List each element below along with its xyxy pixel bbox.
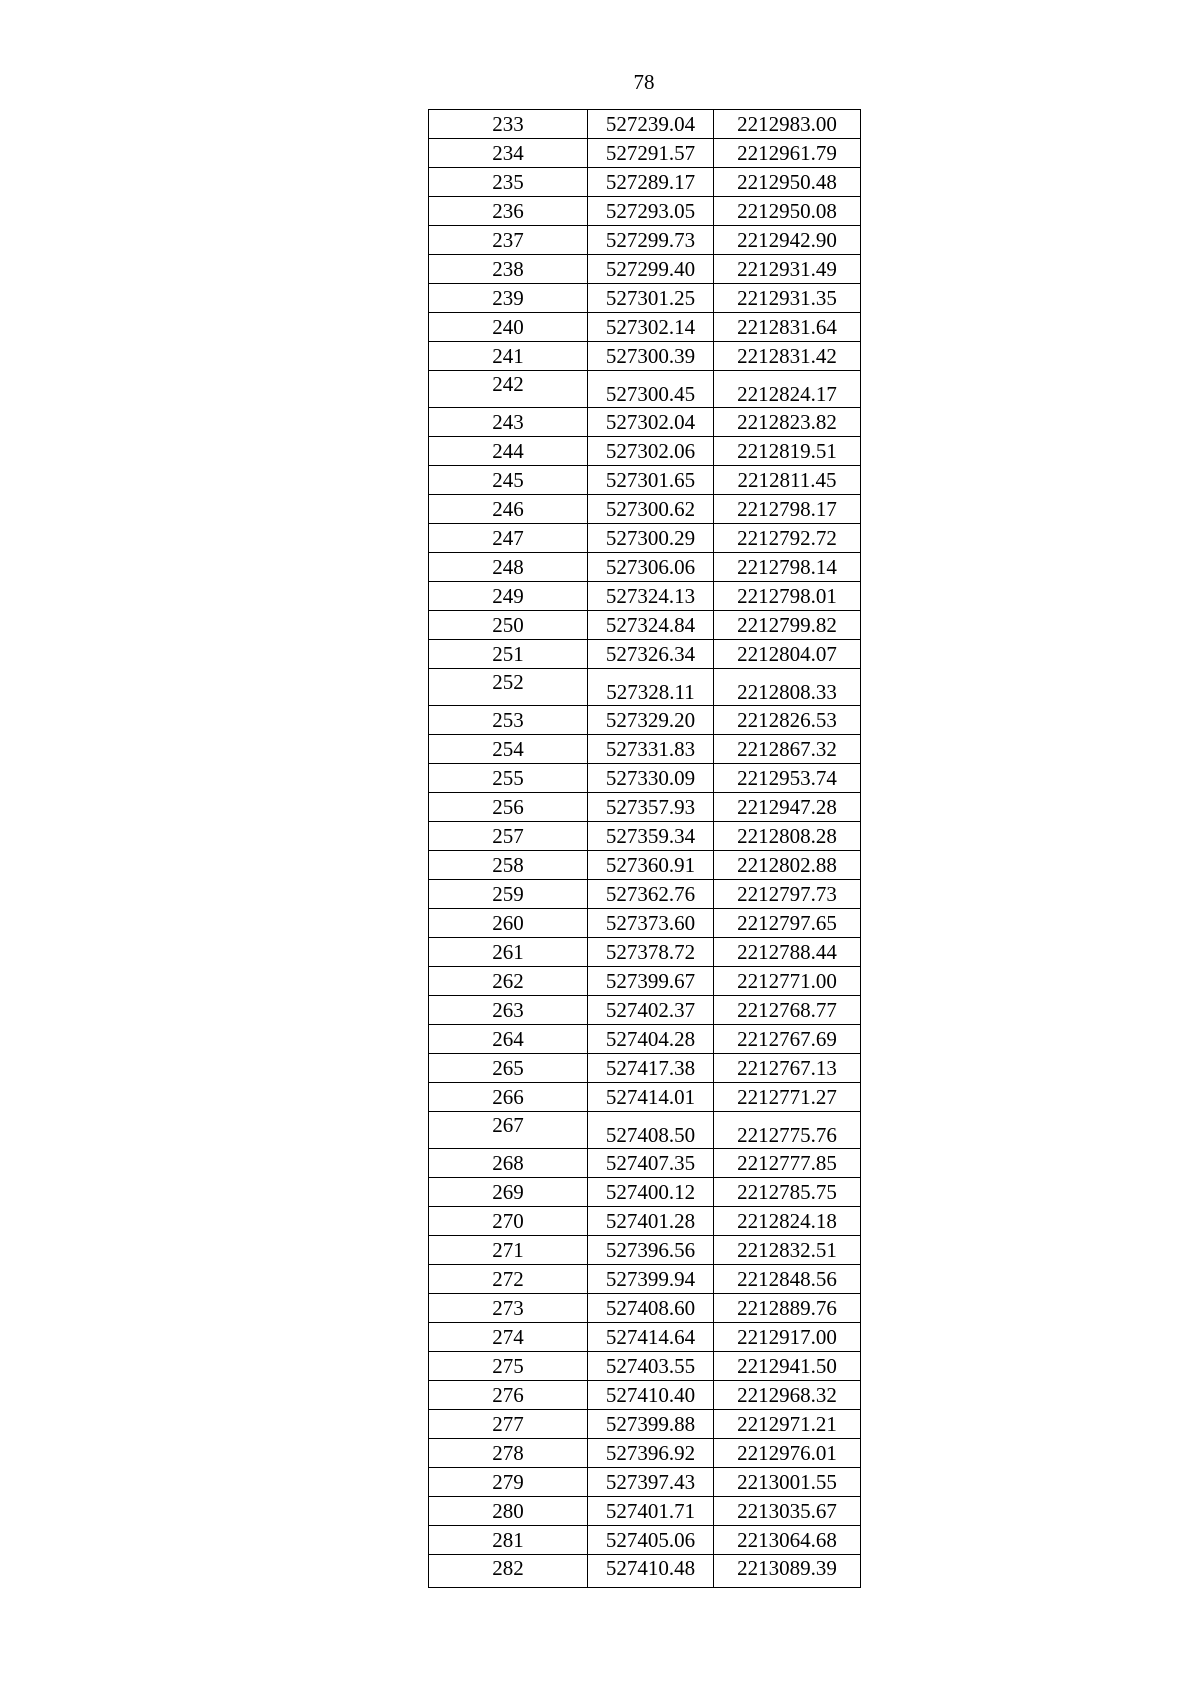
table-row <box>429 1381 861 1410</box>
point-number-cell: 248 <box>429 553 588 582</box>
x-coordinate-cell: 527362.76 <box>588 880 714 909</box>
table-row <box>429 197 861 226</box>
point-number-cell: 261 <box>429 938 588 967</box>
point-number-cell: 277 <box>429 1410 588 1439</box>
y-coordinate-cell: 2212917.00 <box>714 1323 861 1352</box>
table-row <box>429 669 861 706</box>
table-row <box>429 313 861 342</box>
table-row <box>429 1025 861 1054</box>
y-coordinate-cell: 2212808.28 <box>714 822 861 851</box>
point-number-cell: 282 <box>429 1555 588 1588</box>
y-coordinate-cell: 2212953.74 <box>714 764 861 793</box>
table-row <box>429 284 861 313</box>
y-coordinate-cell: 2212947.28 <box>714 793 861 822</box>
y-coordinate-cell: 2212848.56 <box>714 1265 861 1294</box>
point-number-cell: 272 <box>429 1265 588 1294</box>
x-coordinate-cell: 527399.67 <box>588 967 714 996</box>
y-coordinate-cell: 2212950.48 <box>714 168 861 197</box>
x-coordinate-cell: 527328.11 <box>588 669 714 706</box>
table-row <box>429 1526 861 1555</box>
x-coordinate-cell: 527359.34 <box>588 822 714 851</box>
point-number-cell: 268 <box>429 1149 588 1178</box>
point-number-cell: 249 <box>429 582 588 611</box>
y-coordinate-cell: 2212771.00 <box>714 967 861 996</box>
table-row <box>429 909 861 938</box>
x-coordinate-cell: 527414.01 <box>588 1083 714 1112</box>
x-coordinate-cell: 527301.65 <box>588 466 714 495</box>
y-coordinate-cell: 2212968.32 <box>714 1381 861 1410</box>
x-coordinate-cell: 527301.25 <box>588 284 714 313</box>
y-coordinate-cell: 2212788.44 <box>714 938 861 967</box>
x-coordinate-cell: 527403.55 <box>588 1352 714 1381</box>
y-coordinate-cell: 2212811.45 <box>714 466 861 495</box>
point-number-cell: 260 <box>429 909 588 938</box>
point-number-cell: 251 <box>429 640 588 669</box>
y-coordinate-cell: 2212961.79 <box>714 139 861 168</box>
y-coordinate-cell: 2212824.18 <box>714 1207 861 1236</box>
x-coordinate-cell: 527404.28 <box>588 1025 714 1054</box>
y-coordinate-cell: 2213035.67 <box>714 1497 861 1526</box>
table-row <box>429 139 861 168</box>
x-coordinate-cell: 527300.62 <box>588 495 714 524</box>
x-coordinate-cell: 527291.57 <box>588 139 714 168</box>
table-row <box>429 437 861 466</box>
x-coordinate-cell: 527331.83 <box>588 735 714 764</box>
x-coordinate-cell: 527299.40 <box>588 255 714 284</box>
page-number: 78 <box>633 70 655 94</box>
table-row <box>429 1112 861 1149</box>
point-number-cell: 247 <box>429 524 588 553</box>
y-coordinate-cell: 2212824.17 <box>714 371 861 408</box>
table-row <box>429 880 861 909</box>
table-row <box>429 524 861 553</box>
x-coordinate-cell: 527414.64 <box>588 1323 714 1352</box>
point-number-cell: 264 <box>429 1025 588 1054</box>
table-row <box>429 408 861 437</box>
table-row <box>429 851 861 880</box>
point-number-cell: 237 <box>429 226 588 255</box>
y-coordinate-cell: 2212941.50 <box>714 1352 861 1381</box>
y-coordinate-cell: 2212767.13 <box>714 1054 861 1083</box>
point-number-cell: 233 <box>429 110 588 139</box>
point-number-cell: 259 <box>429 880 588 909</box>
x-coordinate-cell: 527378.72 <box>588 938 714 967</box>
x-coordinate-cell: 527399.88 <box>588 1410 714 1439</box>
table-row <box>429 110 861 139</box>
point-number-cell: 253 <box>429 706 588 735</box>
table-row <box>429 255 861 284</box>
x-coordinate-cell: 527300.29 <box>588 524 714 553</box>
y-coordinate-cell: 2212798.14 <box>714 553 861 582</box>
point-number-cell: 263 <box>429 996 588 1025</box>
x-coordinate-cell: 527407.35 <box>588 1149 714 1178</box>
table-row <box>429 1178 861 1207</box>
point-number-cell: 241 <box>429 342 588 371</box>
x-coordinate-cell: 527300.45 <box>588 371 714 408</box>
y-coordinate-cell: 2212767.69 <box>714 1025 861 1054</box>
table-row <box>429 822 861 851</box>
table-row <box>429 226 861 255</box>
y-coordinate-cell: 2212785.75 <box>714 1178 861 1207</box>
table-row <box>429 1149 861 1178</box>
point-number-cell: 274 <box>429 1323 588 1352</box>
y-coordinate-cell: 2212798.01 <box>714 582 861 611</box>
x-coordinate-cell: 527400.12 <box>588 1178 714 1207</box>
x-coordinate-cell: 527306.06 <box>588 553 714 582</box>
point-number-cell: 246 <box>429 495 588 524</box>
x-coordinate-cell: 527302.14 <box>588 313 714 342</box>
y-coordinate-cell: 2212823.82 <box>714 408 861 437</box>
point-number-cell: 275 <box>429 1352 588 1381</box>
table-row <box>429 1439 861 1468</box>
table-row <box>429 793 861 822</box>
y-coordinate-cell: 2212797.65 <box>714 909 861 938</box>
point-number-cell: 271 <box>429 1236 588 1265</box>
x-coordinate-cell: 527324.84 <box>588 611 714 640</box>
y-coordinate-cell: 2212867.32 <box>714 735 861 764</box>
table-row <box>429 1555 861 1588</box>
table-row <box>429 1236 861 1265</box>
y-coordinate-cell: 2212802.88 <box>714 851 861 880</box>
point-number-cell: 235 <box>429 168 588 197</box>
point-number-cell: 280 <box>429 1497 588 1526</box>
x-coordinate-cell: 527326.34 <box>588 640 714 669</box>
x-coordinate-cell: 527408.50 <box>588 1112 714 1149</box>
x-coordinate-cell: 527401.28 <box>588 1207 714 1236</box>
y-coordinate-cell: 2212950.08 <box>714 197 861 226</box>
table-row <box>429 1468 861 1497</box>
table-row <box>429 938 861 967</box>
y-coordinate-cell: 2212808.33 <box>714 669 861 706</box>
table-row <box>429 168 861 197</box>
table-row <box>429 371 861 408</box>
table-row <box>429 1083 861 1112</box>
table-row <box>429 611 861 640</box>
y-coordinate-cell: 2212777.85 <box>714 1149 861 1178</box>
x-coordinate-cell: 527360.91 <box>588 851 714 880</box>
table-row <box>429 996 861 1025</box>
point-number-cell: 236 <box>429 197 588 226</box>
x-coordinate-cell: 527401.71 <box>588 1497 714 1526</box>
x-coordinate-cell: 527417.38 <box>588 1054 714 1083</box>
point-number-cell: 266 <box>429 1083 588 1112</box>
point-number-cell: 238 <box>429 255 588 284</box>
x-coordinate-cell: 527396.56 <box>588 1236 714 1265</box>
y-coordinate-cell: 2212804.07 <box>714 640 861 669</box>
point-number-cell: 270 <box>429 1207 588 1236</box>
point-number-cell: 279 <box>429 1468 588 1497</box>
y-coordinate-cell: 2212889.76 <box>714 1294 861 1323</box>
x-coordinate-cell: 527324.13 <box>588 582 714 611</box>
table-row <box>429 706 861 735</box>
x-coordinate-cell: 527357.93 <box>588 793 714 822</box>
x-coordinate-cell: 527402.37 <box>588 996 714 1025</box>
y-coordinate-cell: 2212826.53 <box>714 706 861 735</box>
y-coordinate-cell: 2212831.42 <box>714 342 861 371</box>
y-coordinate-cell: 2212792.72 <box>714 524 861 553</box>
table-row <box>429 553 861 582</box>
point-number-cell: 243 <box>429 408 588 437</box>
y-coordinate-cell: 2212832.51 <box>714 1236 861 1265</box>
x-coordinate-cell: 527410.40 <box>588 1381 714 1410</box>
y-coordinate-cell: 2212775.76 <box>714 1112 861 1149</box>
x-coordinate-cell: 527399.94 <box>588 1265 714 1294</box>
table-row <box>429 466 861 495</box>
y-coordinate-cell: 2213089.39 <box>714 1555 861 1588</box>
table-row <box>429 582 861 611</box>
y-coordinate-cell: 2212942.90 <box>714 226 861 255</box>
x-coordinate-cell: 527408.60 <box>588 1294 714 1323</box>
table-row <box>429 1265 861 1294</box>
point-number-cell: 269 <box>429 1178 588 1207</box>
point-number-cell: 262 <box>429 967 588 996</box>
y-coordinate-cell: 2212798.17 <box>714 495 861 524</box>
coordinate-table-body <box>429 110 861 1588</box>
table-row <box>429 735 861 764</box>
y-coordinate-cell: 2212976.01 <box>714 1439 861 1468</box>
x-coordinate-cell: 527300.39 <box>588 342 714 371</box>
table-row <box>429 1207 861 1236</box>
table-row <box>429 967 861 996</box>
y-coordinate-cell: 2213064.68 <box>714 1526 861 1555</box>
point-number-cell: 244 <box>429 437 588 466</box>
point-number-cell: 239 <box>429 284 588 313</box>
point-number-cell: 256 <box>429 793 588 822</box>
table-row <box>429 342 861 371</box>
point-number-cell: 267 <box>429 1112 588 1149</box>
point-number-cell: 242 <box>429 371 588 408</box>
table-row <box>429 495 861 524</box>
table-row <box>429 1054 861 1083</box>
y-coordinate-cell: 2212799.82 <box>714 611 861 640</box>
table-row <box>429 640 861 669</box>
y-coordinate-cell: 2213001.55 <box>714 1468 861 1497</box>
x-coordinate-cell: 527293.05 <box>588 197 714 226</box>
point-number-cell: 273 <box>429 1294 588 1323</box>
point-number-cell: 258 <box>429 851 588 880</box>
x-coordinate-cell: 527329.20 <box>588 706 714 735</box>
x-coordinate-cell: 527330.09 <box>588 764 714 793</box>
y-coordinate-cell: 2212819.51 <box>714 437 861 466</box>
point-number-cell: 252 <box>429 669 588 706</box>
y-coordinate-cell: 2212831.64 <box>714 313 861 342</box>
table-row <box>429 1323 861 1352</box>
x-coordinate-cell: 527239.04 <box>588 110 714 139</box>
table-row <box>429 1410 861 1439</box>
table-row <box>429 764 861 793</box>
point-number-cell: 276 <box>429 1381 588 1410</box>
x-coordinate-cell: 527299.73 <box>588 226 714 255</box>
y-coordinate-cell: 2212931.35 <box>714 284 861 313</box>
point-number-cell: 245 <box>429 466 588 495</box>
point-number-cell: 234 <box>429 139 588 168</box>
point-number-cell: 265 <box>429 1054 588 1083</box>
y-coordinate-cell: 2212931.49 <box>714 255 861 284</box>
point-number-cell: 250 <box>429 611 588 640</box>
x-coordinate-cell: 527410.48 <box>588 1555 714 1588</box>
y-coordinate-cell: 2212771.27 <box>714 1083 861 1112</box>
x-coordinate-cell: 527405.06 <box>588 1526 714 1555</box>
point-number-cell: 278 <box>429 1439 588 1468</box>
point-number-cell: 240 <box>429 313 588 342</box>
x-coordinate-cell: 527302.06 <box>588 437 714 466</box>
table-row <box>429 1294 861 1323</box>
table-row <box>429 1497 861 1526</box>
x-coordinate-cell: 527396.92 <box>588 1439 714 1468</box>
y-coordinate-cell: 2212971.21 <box>714 1410 861 1439</box>
x-coordinate-cell: 527373.60 <box>588 909 714 938</box>
point-number-cell: 257 <box>429 822 588 851</box>
y-coordinate-cell: 2212768.77 <box>714 996 861 1025</box>
x-coordinate-cell: 527289.17 <box>588 168 714 197</box>
x-coordinate-cell: 527397.43 <box>588 1468 714 1497</box>
x-coordinate-cell: 527302.04 <box>588 408 714 437</box>
y-coordinate-cell: 2212983.00 <box>714 110 861 139</box>
y-coordinate-cell: 2212797.73 <box>714 880 861 909</box>
coordinate-table <box>428 109 861 1588</box>
point-number-cell: 254 <box>429 735 588 764</box>
table-row <box>429 1352 861 1381</box>
point-number-cell: 281 <box>429 1526 588 1555</box>
point-number-cell: 255 <box>429 764 588 793</box>
